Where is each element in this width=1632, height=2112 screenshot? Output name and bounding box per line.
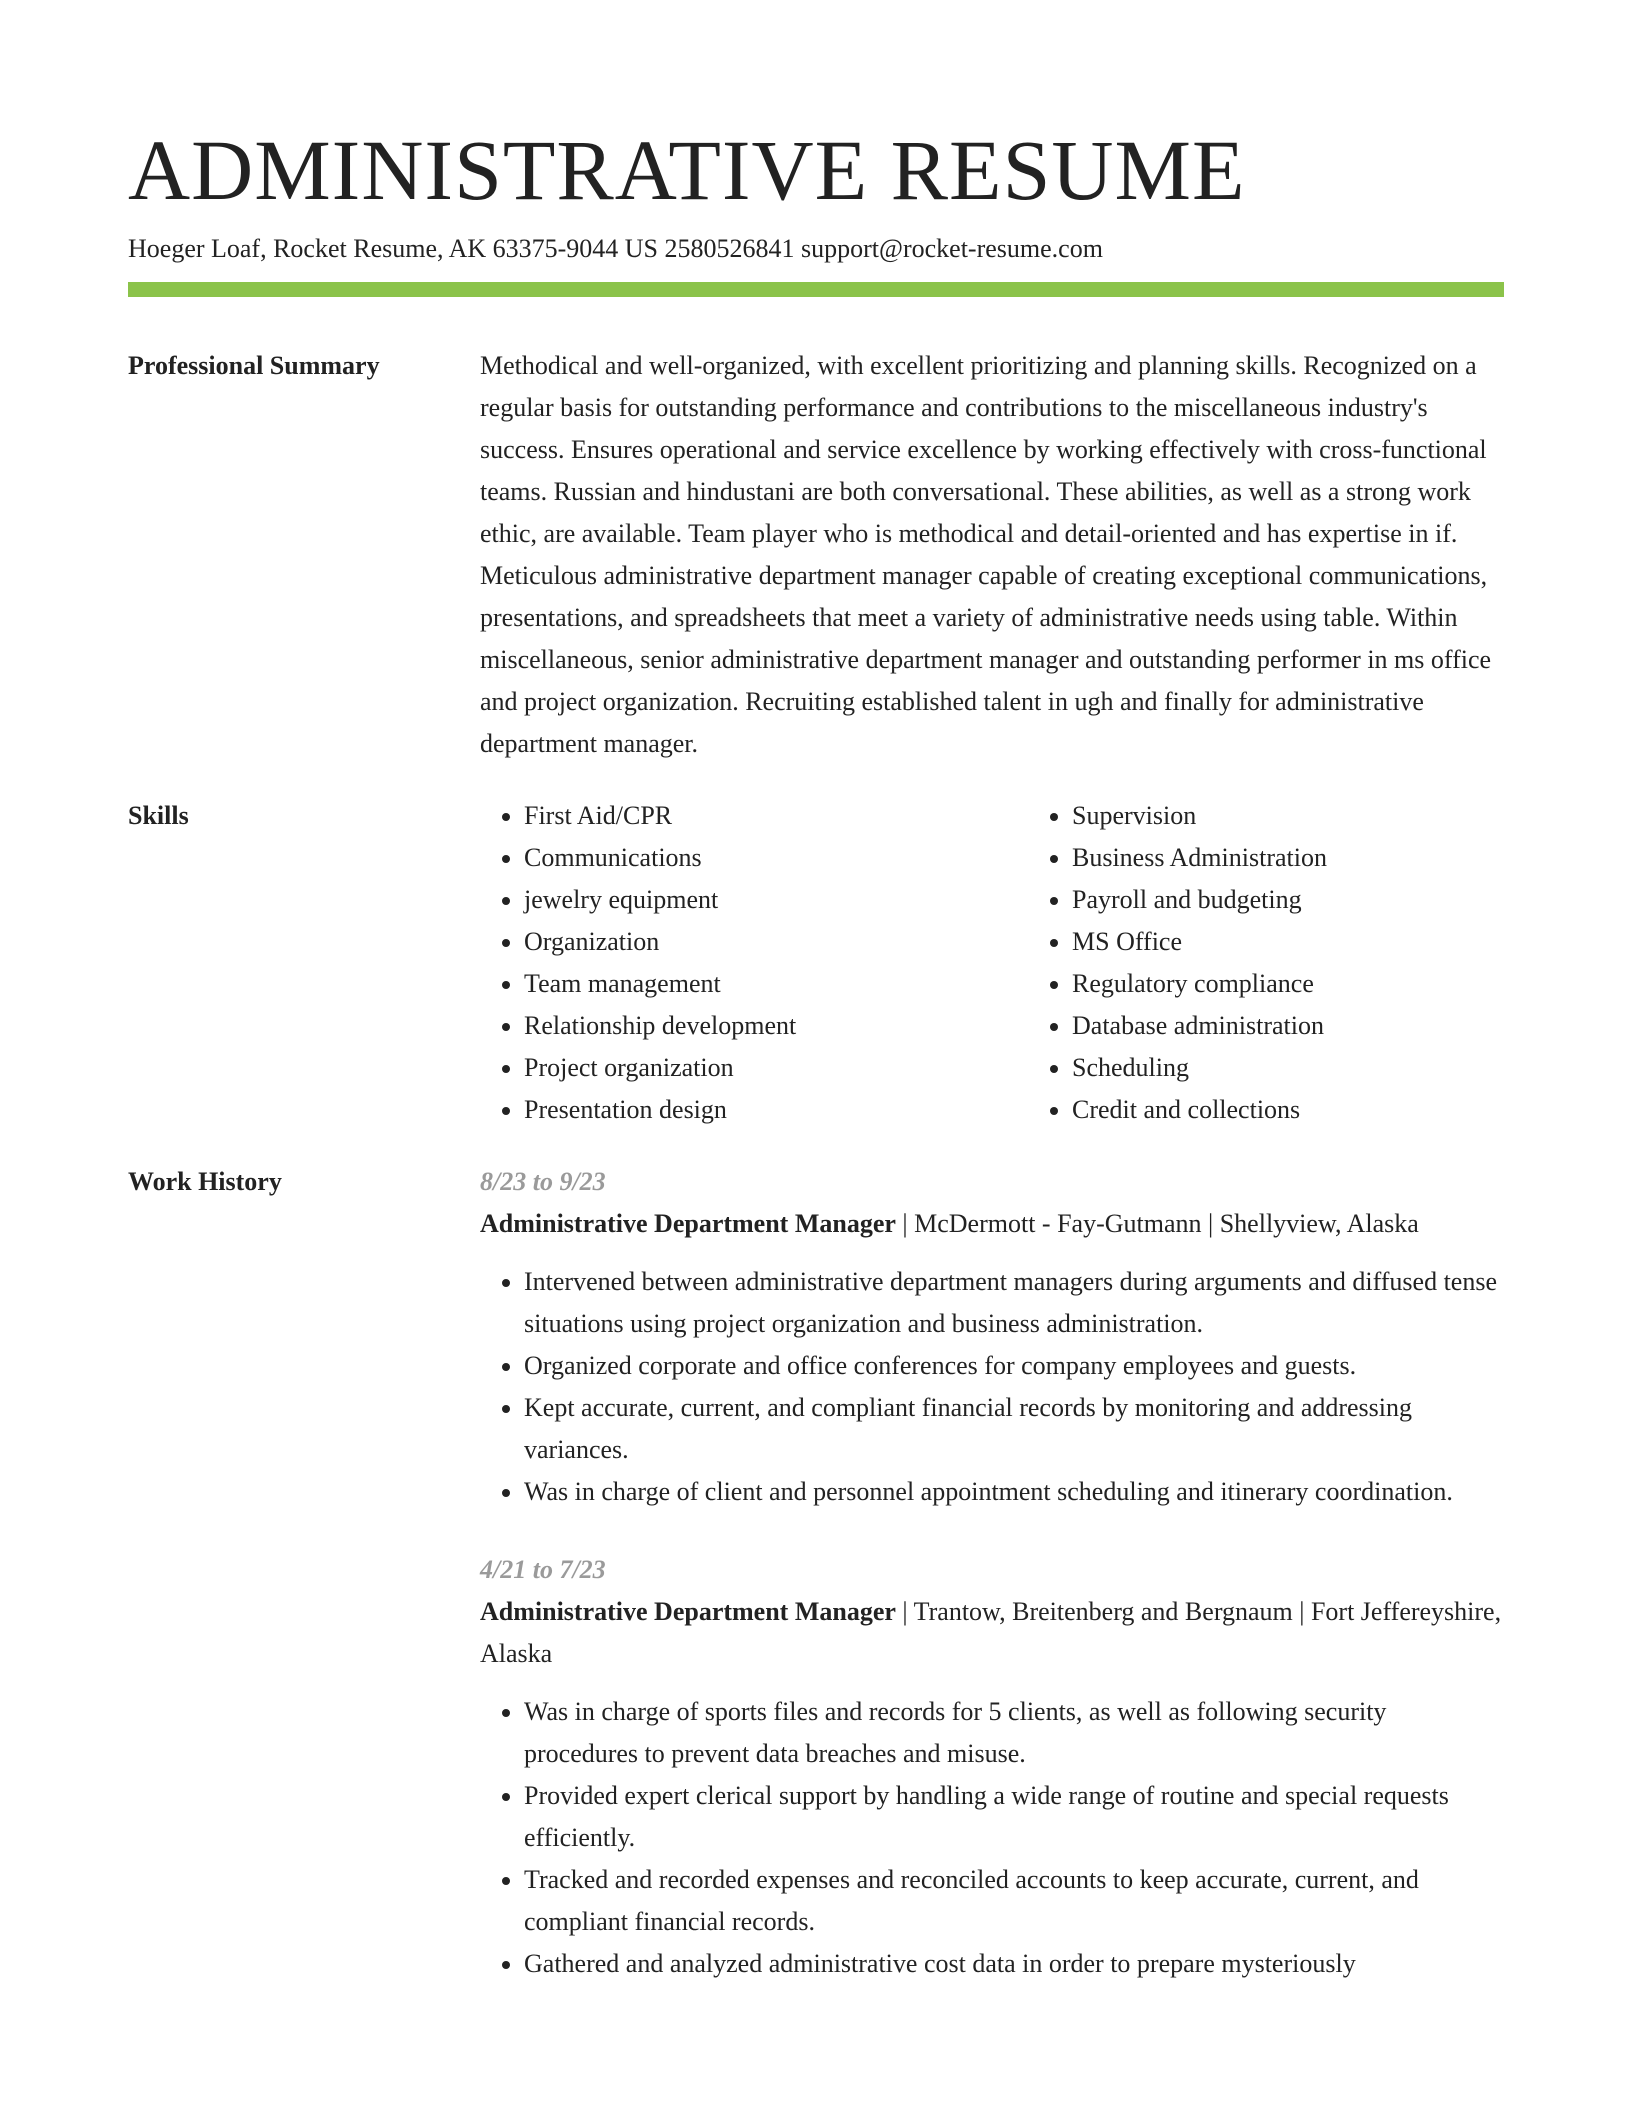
skill-item: • Team management	[524, 963, 1028, 1005]
summary-text: Methodical and well-organized, with excellent prioritizing and planning skills. Recognized on a regular basis for outstanding performance and contributions to the miscellaneous industry's success. Ensures operational and service excellence by working effectively with cross-functional teams. Russian and hindustani are both conversational. These abilities, as well as a strong work ethic, are available. Team player who is methodical and detail-oriented and has expertise in if. Meticulous administrative department manager capable of creating exceptional communications, presentations, and spreadsheets that meet a variety of administrative needs using table. Within miscellaneous, senior administrative department manager and outstanding performer in ms office and project organization. Recruiting established talent in ugh and finally for administrative department manager.	[480, 351, 1492, 758]
job-bullet: • Kept accurate, current, and compliant financial records by monitoring and addressing variances.	[524, 1387, 1504, 1471]
skill-item: • Communications	[524, 837, 1028, 879]
skill-item: • jewelry equipment	[524, 879, 1028, 921]
resume-page	[128, 120, 1504, 2021]
job-dates: 8/23 to 9/23	[480, 1167, 606, 1196]
skill-item: • Regulatory compliance	[1072, 963, 1576, 1005]
job-role: Administrative Department Manager	[480, 1597, 896, 1626]
skill-item: • Database administration	[1072, 1005, 1576, 1047]
job-bullets	[480, 1691, 1504, 1985]
summary-body	[480, 345, 1504, 765]
work-history-section	[128, 1161, 1504, 2021]
job-heading	[480, 1203, 1504, 1245]
job-dates: 4/21 to 7/23	[480, 1555, 606, 1584]
job-bullet: • Intervened between administrative department managers during arguments and diffused tense situations using project organization and business administration.	[524, 1261, 1504, 1345]
accent-divider	[128, 282, 1504, 297]
job-employer-location: | McDermott - Fay-Gutmann | Shellyview, Alaska	[895, 1209, 1419, 1238]
contact-line: Hoeger Loaf, Rocket Resume, AK 63375-9044 US 2580526841 support@rocket-resume.com	[128, 234, 1103, 263]
job-bullet: • Was in charge of sports files and records for 5 clients, as well as following security procedures to prevent data breaches and misuse.	[524, 1691, 1504, 1775]
section-label-skills: Skills	[128, 801, 189, 830]
section-label-work: Work History	[128, 1167, 282, 1196]
professional-summary-section	[128, 345, 1504, 765]
skill-item: • Credit and collections	[1072, 1089, 1576, 1131]
job-bullet: • Gathered and analyzed administrative cost data in order to prepare mysteriously	[524, 1943, 1504, 1985]
job-bullet: • Was in charge of client and personnel appointment scheduling and itinerary coordination.	[524, 1471, 1504, 1513]
job-bullet: • Organized corporate and office conferences for company employees and guests.	[524, 1345, 1504, 1387]
job-role: Administrative Department Manager	[480, 1209, 896, 1238]
skills-section	[128, 795, 1504, 1131]
resume-title: ADMINISTRATIVE RESUME	[128, 122, 1246, 218]
skill-item: • Relationship development	[524, 1005, 1028, 1047]
skill-item: • MS Office	[1072, 921, 1576, 963]
job-entry	[480, 1161, 1504, 1513]
section-label-summary: Professional Summary	[128, 351, 380, 380]
skill-item: • Business Administration	[1072, 837, 1576, 879]
skills-list-right	[1028, 795, 1576, 1131]
skill-item: • Scheduling	[1072, 1047, 1576, 1089]
job-bullet: • Tracked and recorded expenses and reconciled accounts to keep accurate, current, and compliant financial records.	[524, 1859, 1504, 1943]
skills-list-left	[480, 795, 1028, 1131]
job-heading	[480, 1591, 1504, 1675]
job-bullets	[480, 1261, 1504, 1513]
skill-item: • Supervision	[1072, 795, 1576, 837]
work-history-body	[480, 1161, 1504, 2021]
skill-item: • Presentation design	[524, 1089, 1028, 1131]
skill-item: • Project organization	[524, 1047, 1028, 1089]
job-entry	[480, 1549, 1504, 1985]
skill-item: • Payroll and budgeting	[1072, 879, 1576, 921]
job-bullet: • Provided expert clerical support by handling a wide range of routine and special requests efficiently.	[524, 1775, 1504, 1859]
job-employer-location: | Trantow, Breitenberg and Bergnaum | Fort Jeffereyshire, Alaska	[480, 1597, 1502, 1668]
skills-grid	[480, 795, 1576, 1131]
skill-item: • First Aid/CPR	[524, 795, 1028, 837]
skill-item: • Organization	[524, 921, 1028, 963]
